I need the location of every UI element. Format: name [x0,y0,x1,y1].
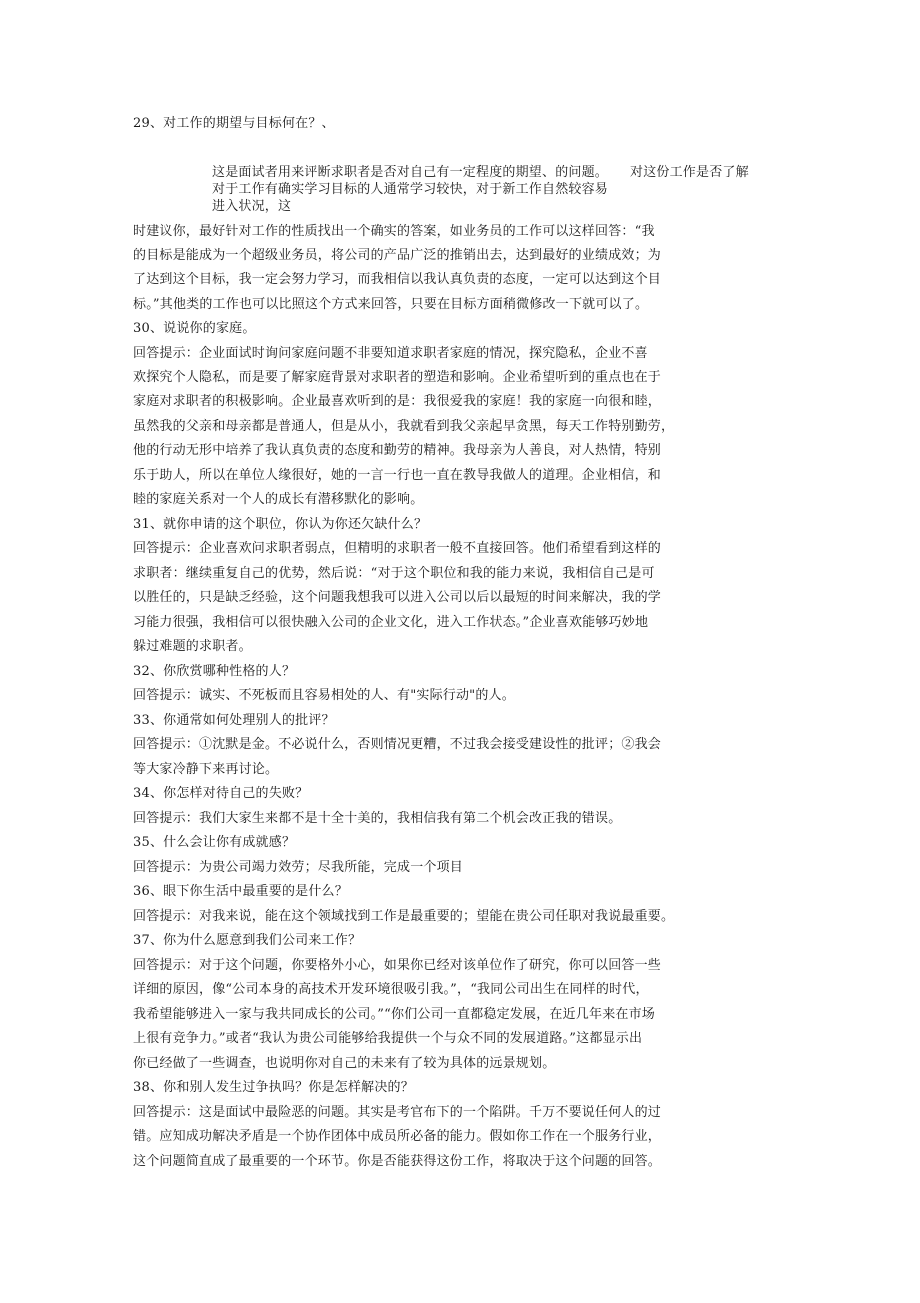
q37-line-1: 回答提示：对于这个问题，你要格外小心，如果你已经对该单位作了研究，你可以回答一些 [133,958,662,973]
q31-line-2: 求职者：继续重复自己的优势，然后说：“对于这个职位和我的能力来说，我相信自己是可 [133,566,655,581]
question-32-title: 32、你欣赏哪种性格的人？ [133,664,296,679]
q29-side-text: 对这份工作是否了解 [630,165,749,180]
q33-line-1: 回答提示：①沈默是金。不必说什么，否则情况更糟，不过我会接受建设性的批评；②我会 [133,737,662,752]
q29-line-3: 了达到这个目标，我一定会努力学习，而我相信以我认真负责的态度，一定可以达到这个目 [133,272,662,287]
q29-line-4: 标。”其他类的工作也可以比照这个方式来回答，只要在目标方面稍微修改一下就可以了。 [133,297,649,312]
q29-line-2: 的目标是能成为一个超级业务员，将公司的产品广泛的推销出去，达到最好的业绩成效；为 [133,248,662,263]
question-33-title: 33、你通常如何处理别人的批评？ [133,713,335,728]
q29-indent-line-1: 这是面试者用来评断求职者是否对自己有一定程度的期望、的问题。 [212,165,609,180]
q30-line-7: 睦的家庭关系对一个人的成长有潜移默化的影响。 [133,492,424,507]
q33-line-2: 等大家冷静下来再讨论。 [133,762,279,777]
q35-line-1: 回答提示：为贵公司竭力效劳；尽我所能，完成一个项目 [133,860,464,875]
q38-line-2: 错。应知成功解决矛盾是一个协作团体中成员所必备的能力。假如你工作在一个服务行业， [133,1129,662,1144]
q31-line-4: 习能力很强，我相信可以很快融入公司的企业文化，进入工作状态。”企业喜欢能够巧妙地 [133,615,649,630]
q37-line-2: 详细的原因，像“公司本身的高技术开发环境很吸引我。”，“我同公司出生在同样的时代， [133,982,649,997]
question-37-title: 37、你为什么愿意到我们公司来工作？ [133,933,362,948]
question-30-title: 30、说说你的家庭。 [133,321,256,336]
q29-line-1: 时建议你，最好针对工作的性质找出一个确实的答案，如业务员的工作可以这样回答：“我 [133,224,655,239]
q31-line-5: 躲过难题的求职者。 [133,639,252,654]
q31-line-1: 回答提示：企业喜欢问求职者弱点，但精明的求职者一般不直接回答。他们希望看到这样的 [133,541,662,556]
q31-line-3: 以胜任的，只是缺乏经验，这个问题我想我可以进入公司以后以最短的时间来解决，我的学 [133,590,662,605]
question-34-title: 34、你怎样对待自己的失败？ [133,786,309,801]
q37-line-3: 我希望能够进入一家与我共同成长的公司。”“你们公司一直都稳定发展，在近几年来在市场 [133,1007,655,1022]
q30-line-6: 乐于助人，所以在单位人缘很好，她的一言一行也一直在教导我做人的道理。企业相信，和 [133,468,662,483]
q30-line-4: 虽然我的父亲和母亲都是普通人，但是从小，我就看到我父亲起早贪黑，每天工作特别勤劳， [133,419,675,434]
q38-line-1: 回答提示：这是面试中最险恶的问题。其实是考官布下的一个陷阱。千万不要说任何人的过 [133,1105,662,1120]
q29-indent-line-3: 进入状况，这 [212,199,292,214]
q32-line-1: 回答提示：诚实、不死板而且容易相处的人、有"实际行动"的人。 [133,688,515,703]
q37-line-4: 上很有竞争力。”或者“我认为贵公司能够给我提供一个与众不同的发展道路。”这都显示出 [133,1031,643,1046]
q29-indent-line-2: 对于工作有确实学习目标的人通常学习较快，对于新工作自然较容易 [212,182,609,197]
q30-line-3: 家庭对求职者的积极影响。企业最喜欢听到的是：我很爱我的家庭！我的家庭一向很和睦， [133,394,662,409]
q36-line-1: 回答提示：对我来说，能在这个领域找到工作是最重要的；望能在贵公司任职对我说最重要。 [133,909,675,924]
q37-line-5: 你已经做了一些调查，也说明你对自己的未来有了较为具体的远景规划。 [133,1056,556,1071]
question-29-title: 29、对工作的期望与目标何在？、 [133,116,335,131]
question-31-title: 31、就你申请的这个职位，你认为你还欠缺什么？ [133,517,428,532]
q30-line-1: 回答提示：企业面试时询问家庭问题不非要知道求职者家庭的情况，探究隐私，企业不喜 [133,346,648,361]
question-38-title: 38、你和别人发生过争执吗？你是怎样解决的？ [133,1080,414,1095]
q34-line-1: 回答提示：我们大家生来都不是十全十美的，我相信我有第二个机会改正我的错误。 [133,811,622,826]
q38-line-3: 这个问题简直成了最重要的一个环节。你是否能获得这份工作，将取决于这个问题的回答。 [133,1154,662,1169]
q30-line-5: 他的行动无形中培养了我认真负责的态度和勤劳的精神。我母亲为人善良，对人热情，特别 [133,443,662,458]
question-36-title: 36、眼下你生活中最重要的是什么？ [133,884,348,899]
q30-line-2: 欢探究个人隐私，而是要了解家庭背景对求职者的塑造和影响。企业希望听到的重点也在于 [133,370,662,385]
question-35-title: 35、什么会让你有成就感？ [133,835,296,850]
